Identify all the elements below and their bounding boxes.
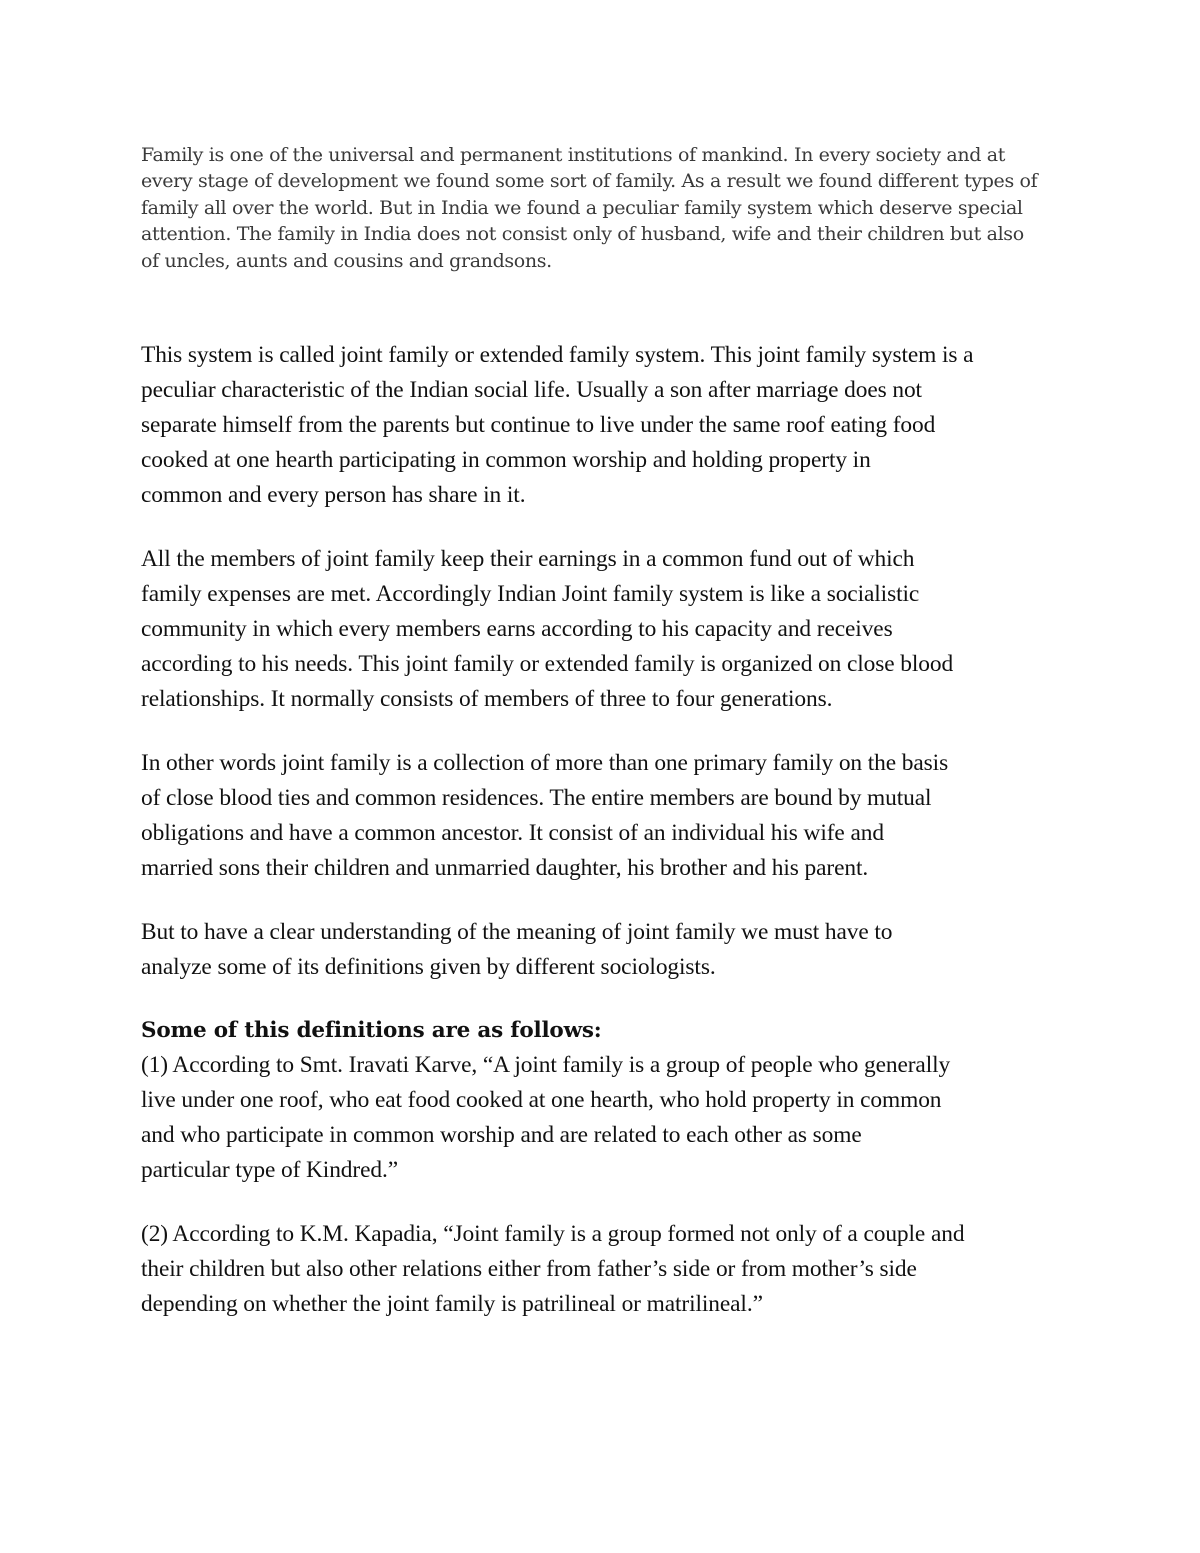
text-line: separate himself from the parents but continue to live under the same roof eating food bbox=[141, 412, 936, 438]
paragraph-other-words bbox=[141, 746, 1071, 886]
paragraph-joint-family-system bbox=[141, 338, 1071, 513]
text-line: every stage of development we found some sort of family. As a result we found different types of bbox=[141, 170, 1038, 193]
text-line: But to have a clear understanding of the meaning of joint family we must have to bbox=[141, 919, 893, 945]
text-line: In other words joint family is a collection of more than one primary family on the basis bbox=[141, 750, 949, 776]
definition-kapadia bbox=[141, 1217, 1071, 1322]
text-line: and who participate in common worship and are related to each other as some bbox=[141, 1122, 862, 1148]
definition-karve bbox=[141, 1048, 1071, 1188]
text-line: family all over the world. But in India we found a peculiar family system which deserve special bbox=[141, 196, 1023, 219]
paragraph-understanding bbox=[141, 915, 1071, 985]
text-line: (2) According to K.M. Kapadia, “Joint family is a group formed not only of a couple and bbox=[141, 1221, 965, 1247]
text-line: their children but also other relations either from father’s side or from mother’s side bbox=[141, 1256, 917, 1282]
text-line: All the members of joint family keep their earnings in a common fund out of which bbox=[141, 546, 915, 572]
text-line: Family is one of the universal and permanent institutions of mankind. In every society and at bbox=[141, 144, 1006, 166]
text-line: community in which every members earns according to his capacity and receives bbox=[141, 616, 893, 642]
text-line: according to his needs. This joint family or extended family is organized on close blood bbox=[141, 651, 954, 677]
text-line: relationships. It normally consists of members of three to four generations. bbox=[141, 686, 833, 712]
text-line: analyze some of its definitions given by different sociologists. bbox=[141, 954, 716, 980]
text-line: attention. The family in India does not consist only of husband, wife and their children but also bbox=[141, 223, 1024, 246]
text-line: family expenses are met. Accordingly Indian Joint family system is like a socialistic bbox=[141, 581, 920, 607]
text-line: common and every person has share in it. bbox=[141, 482, 526, 508]
text-line: cooked at one hearth participating in common worship and holding property in bbox=[141, 447, 871, 473]
body-text bbox=[141, 338, 1071, 1322]
intro-paragraph bbox=[141, 142, 1071, 274]
text-line: obligations and have a common ancestor. It consist of an individual his wife and bbox=[141, 820, 884, 846]
definitions-heading: Some of this definitions are as follows: bbox=[141, 1018, 602, 1043]
text-line: peculiar characteristic of the Indian social life. Usually a son after marriage does not bbox=[141, 377, 922, 403]
text-line: depending on whether the joint family is patrilineal or matrilineal.” bbox=[141, 1291, 763, 1317]
text-line: of uncles, aunts and cousins and grandsons. bbox=[141, 249, 552, 272]
text-line: live under one roof, who eat food cooked at one hearth, who hold property in common bbox=[141, 1087, 942, 1113]
text-line: particular type of Kindred.” bbox=[141, 1157, 398, 1183]
paragraph-common-fund bbox=[141, 542, 1071, 717]
text-line: of close blood ties and common residences. The entire members are bound by mutual bbox=[141, 785, 932, 811]
text-line: married sons their children and unmarried daughter, his brother and his parent. bbox=[141, 855, 869, 881]
text-line: (1) According to Smt. Iravati Karve, “A joint family is a group of people who generally bbox=[141, 1052, 951, 1078]
text-line: This system is called joint family or extended family system. This joint family system is a bbox=[141, 342, 974, 368]
